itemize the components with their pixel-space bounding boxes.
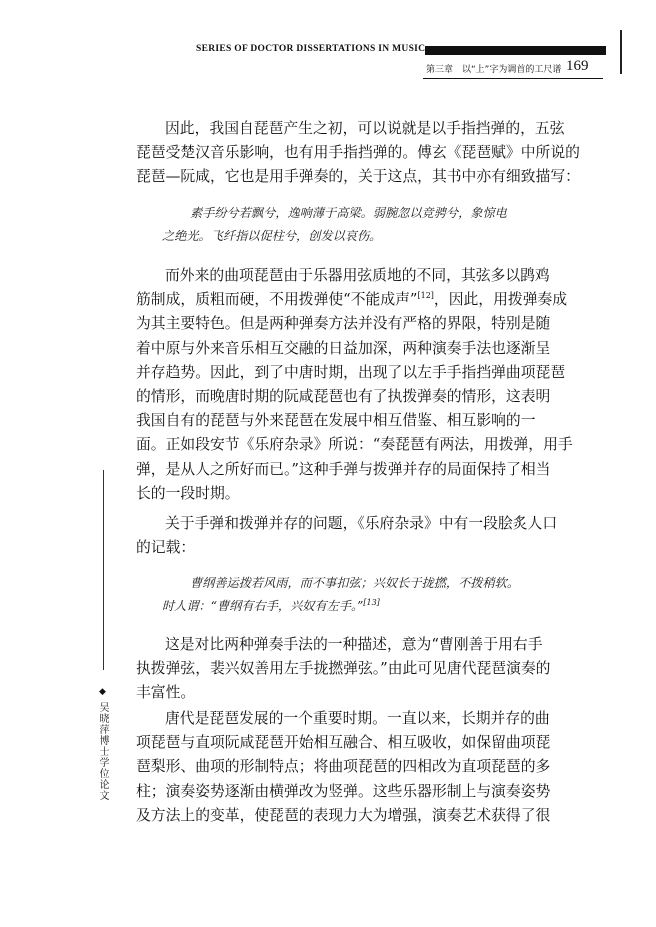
chapter-title: 第三章 以“上”字为调首的工尺谱 xyxy=(426,65,562,75)
header-black-bar xyxy=(425,46,606,55)
paragraph-2 xyxy=(136,264,624,506)
quote-line: 曹纲善运拨若风雨，而不事扣弦；兴奴长于拢撚，不拨稍软。 xyxy=(190,576,520,590)
text-line xyxy=(136,288,624,312)
text-line: 唐代是琵琶发展的一个重要时期。一直以来，长期并存的曲 xyxy=(165,710,550,727)
paragraph-4 xyxy=(136,633,624,706)
text-line: 关于手弹和拨弹并存的问题，《乐府杂录》中有一段脍炙人口 xyxy=(165,515,558,532)
text-line: 琵琶受楚汉音乐影响，也有用手指挡弹的。傅玄《琵琶赋》中所说的 xyxy=(136,144,580,162)
paragraph-3 xyxy=(136,512,624,560)
side-margin-rule xyxy=(103,470,104,670)
text-line: 弹，是从人之所好而已。”这种手弹与拨弹并存的局面保持了相当 xyxy=(136,460,551,478)
text-segment: ，因此，用拨弹奏成 xyxy=(433,291,568,309)
text-line: 项琵琶与直项阮咸琵琶开始相互融合、相互吸收，如保留曲项琵 xyxy=(136,734,551,752)
paragraph-5 xyxy=(136,707,624,828)
text-line: 因此，我国自琵琶产生之初，可以说就是以手指挡弹的，五弦 xyxy=(165,120,565,137)
text-line: 的情形，而晚唐时期的阮咸琵琶也有了执拨弹奏的情形，这表明 xyxy=(136,388,551,406)
footnote-ref-13: [13] xyxy=(363,597,380,607)
header-rule xyxy=(423,78,603,79)
text-line: 而外来的曲项琵琶由于乐器用弦质地的不同，其弦多以鹍鸡 xyxy=(165,267,550,284)
text-line: 面。正如段安节《乐府杂录》所说：“奏琵琶有两法，用拨弹，用手 xyxy=(136,436,573,454)
diamond-icon: ◆ xyxy=(99,687,106,697)
text-line: 执拨弹弦，裴兴奴善用左手拢撚弹弦。”由此可见唐代琵琶演奏的 xyxy=(136,660,551,678)
quote-2 xyxy=(162,572,617,618)
paragraph-1 xyxy=(136,117,624,190)
text-line: 及方法上的变革，使琵琶的表现力大为增强，演奏艺术获得了很 xyxy=(136,806,551,824)
text-line: 琶梨形、曲项的形制特点；将曲项琵琶的四相改为直项琵琶的多 xyxy=(136,758,551,776)
text-line: 着中原与外来音乐相互交融的日益加深，两种演奏手法也逐渐呈 xyxy=(136,339,551,357)
text-segment: 筋制成，质粗而硬，不用拨弹使“不能成声” xyxy=(136,291,418,309)
text-line: 柱；演奏姿势逐渐由横弹改为竖弹。这些乐器形制上与演奏姿势 xyxy=(136,782,551,800)
text-line: 丰富性。 xyxy=(136,684,196,702)
series-title: SERIES OF DOCTOR DISSERTATIONS IN MUSIC xyxy=(196,44,426,54)
margin-vertical-line xyxy=(620,30,622,74)
quote-1 xyxy=(162,202,617,248)
side-author-label: 吴晓萍博士学位论文 xyxy=(97,702,108,801)
text-line: 并存趋势。因此，到了中唐时期，出现了以左手手指挡弹曲项琵琶 xyxy=(136,363,566,381)
quote-line xyxy=(162,595,617,618)
text-segment: 时人谓：“曹纲有右手，兴奴有左手。” xyxy=(162,599,364,613)
text-line: 的记载： xyxy=(136,539,196,557)
text-line: 这是对比两种弹奏手法的一种描述，意为“曹刚善于用右手 xyxy=(165,636,543,653)
page-number: 169 xyxy=(566,58,589,74)
text-line: 长的一段时期。 xyxy=(136,484,240,502)
quote-line: 之绝光。飞纤指以促柱兮，创发以哀伤。 xyxy=(162,229,382,243)
text-line: 琵琶—阮咸，它也是用手弹奏的，关于这点，其书中亦有细致描写： xyxy=(136,168,580,186)
quote-line: 素手纷兮若飘兮，逸响薄于高梁。弱腕忽以竞骋兮，象惊电 xyxy=(190,206,507,220)
footnote-ref-12: [12] xyxy=(417,291,434,301)
text-line: 为其主要特色。但是两种弹奏方法并没有严格的界限，特别是随 xyxy=(136,315,551,333)
text-line: 我国自有的琵琶与外来琵琶在发展中相互借鉴、相互影响的一 xyxy=(136,412,536,430)
